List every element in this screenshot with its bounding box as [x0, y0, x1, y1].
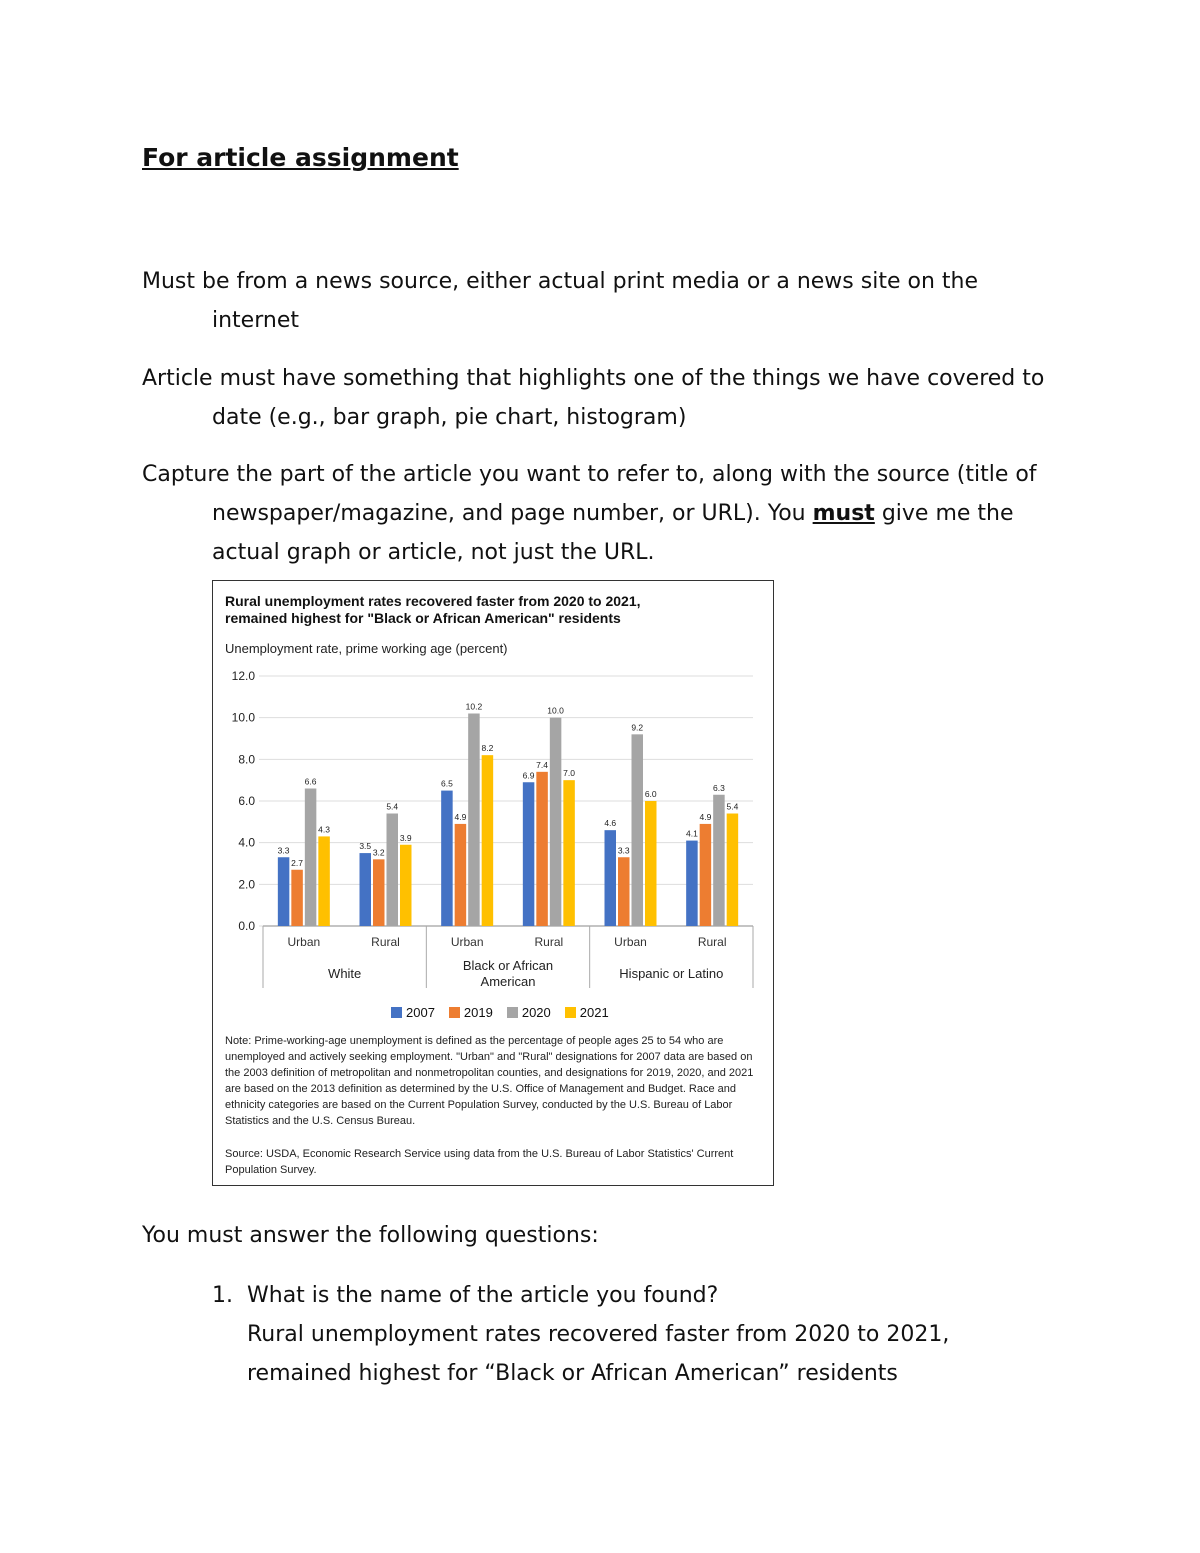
legend-label: 2007: [406, 1005, 435, 1020]
bar: [645, 801, 657, 926]
answer-line: Rural unemployment rates recovered faster from 2020 to 2021,: [247, 1322, 950, 1347]
bar: [605, 830, 617, 926]
chart-title-line: Rural unemployment rates recovered faster from 2020 to 2021,: [225, 593, 641, 609]
paragraph-line: Article must have something that highlights one of the things we have covered to: [142, 366, 1045, 391]
group-label: Hispanic or Latino: [619, 966, 724, 981]
answer-line: remained highest for “Black or African American” residents: [247, 1361, 898, 1386]
bar: [727, 814, 739, 927]
paragraph-highlight: [142, 359, 1044, 437]
page-heading: For article assignment: [142, 143, 459, 172]
data-label: 2.7: [291, 857, 303, 868]
paragraph-line: Must be from a news source, either actual print media or a news site on the: [142, 269, 978, 294]
data-label: 6.3: [713, 782, 725, 793]
x-tick-label: Urban: [450, 935, 484, 949]
question-item: [212, 1276, 949, 1393]
paragraph-text: newspaper/magazine, and page number, or URL). You: [212, 501, 813, 526]
data-label: 3.3: [617, 845, 630, 856]
bar: [563, 780, 575, 926]
group-label: Black or African: [462, 958, 554, 973]
x-tick-label: Rural: [534, 935, 564, 949]
data-label: 3.5: [359, 841, 372, 852]
paragraph-line: actual graph or article, not just the URL.: [212, 540, 655, 565]
data-label: 3.9: [399, 832, 412, 843]
question-number: 1.: [212, 1283, 233, 1308]
bar: [373, 859, 385, 926]
y-tick-label: 10.0: [231, 710, 255, 725]
bar: [482, 755, 494, 926]
emphasis-must: must: [812, 501, 875, 526]
paragraph-line: internet: [212, 308, 299, 333]
chart-legend: [391, 1005, 609, 1020]
y-tick-label: 8.0: [238, 752, 255, 767]
bar: [618, 857, 630, 926]
data-label: 4.6: [604, 818, 617, 829]
bar: [536, 772, 548, 926]
legend-label: 2019: [463, 1005, 493, 1020]
chart-title-line: remained highest for "Black or African American" residents: [225, 610, 621, 626]
bar: [360, 853, 372, 926]
bar: [686, 841, 698, 926]
chart-note: Note: Prime-working-age unemployment is defined as the percentage of people ages 25 to 54 who are unemployed and actively seeking employment. "Urban" and "Rural" designations for 2007 data are based on the 2003 definition of metropolitan and nonmetropolitan counties, and designations for 2019, 2020, and 2021 are based on the 2013 definition as determined by the U.S. Office of Management and Budget. Race and ethnicity categories are based on the Current Population Survey, conducted by the U.S. Bureau of Labor Statistics and the U.S. Census Bureau.: [225, 1035, 754, 1127]
question-text: What is the name of the article you found?: [247, 1283, 719, 1308]
bar: [455, 824, 467, 926]
legend-swatch: [565, 1007, 576, 1018]
legend-item: [565, 1005, 609, 1020]
legend-label: 2021: [579, 1005, 609, 1020]
data-label: 5.4: [726, 801, 739, 812]
bar: [713, 795, 725, 926]
data-label: 3.3: [277, 845, 290, 856]
bar: [318, 836, 330, 926]
y-tick-label: 12.0: [231, 669, 255, 683]
bar: [387, 814, 399, 927]
bar: [632, 734, 644, 926]
chart-ylabel: Unemployment rate, prime working age (percent): [225, 641, 508, 656]
x-tick-label: Rural: [371, 935, 400, 949]
data-label: 6.9: [522, 770, 535, 781]
x-tick-label: Rural: [697, 935, 727, 949]
bar: [400, 845, 412, 926]
data-label: 10.0: [547, 705, 564, 716]
question-list: [212, 1276, 949, 1393]
data-label: 9.2: [631, 722, 644, 733]
group-label: White: [328, 966, 362, 981]
legend-item: [507, 1005, 551, 1020]
data-label: 4.1: [686, 828, 698, 839]
legend-swatch: [449, 1007, 460, 1018]
y-tick-label: 6.0: [238, 794, 255, 808]
x-tick-label: Urban: [287, 935, 321, 949]
paragraph-news-source: [142, 262, 978, 340]
data-label: 4.9: [699, 811, 712, 822]
data-label: 3.2: [372, 847, 385, 858]
data-label: 4.3: [318, 824, 330, 835]
paragraph-line: date (e.g., bar graph, pie chart, histogram): [212, 405, 687, 430]
y-tick-label: 0.0: [238, 919, 255, 933]
legend-item: [449, 1005, 493, 1020]
paragraph-line: [142, 494, 1037, 533]
data-label: 8.2: [481, 743, 494, 754]
group-label: American: [480, 974, 536, 989]
bar: [305, 789, 317, 927]
x-tick-label: Urban: [614, 935, 647, 949]
paragraph-capture: [142, 455, 1037, 572]
legend-swatch: [391, 1007, 402, 1018]
bar: [700, 824, 712, 926]
legend-swatch: [507, 1007, 518, 1018]
data-label: 6.6: [304, 776, 317, 787]
legend-item: [391, 1005, 435, 1020]
data-label: 10.2: [465, 701, 483, 712]
y-tick-label: 4.0: [238, 835, 255, 850]
bar: [441, 791, 453, 926]
bar: [468, 714, 480, 927]
bar: [278, 857, 290, 926]
questions-intro: You must answer the following questions:: [142, 1223, 599, 1248]
data-label: 4.9: [454, 811, 467, 822]
chart-figure: [212, 580, 774, 1186]
data-label: 6.5: [441, 778, 453, 789]
y-tick-label: 2.0: [238, 877, 255, 892]
data-label: 7.0: [563, 768, 575, 779]
paragraph-line: Capture the part of the article you want to refer to, along with the source (title of: [142, 462, 1037, 487]
bar: [550, 718, 562, 926]
bar: [291, 870, 303, 926]
legend-label: 2020: [521, 1005, 551, 1020]
data-label: 5.4: [386, 801, 399, 812]
paragraph-text: give me the: [874, 501, 1014, 526]
bar: [523, 782, 535, 926]
data-label: 7.4: [536, 759, 548, 770]
data-label: 6.0: [644, 789, 657, 799]
chart-source: Source: USDA, Economic Research Service using data from the U.S. Bureau of Labor Statistics' Current Population Survey.: [225, 1148, 734, 1176]
